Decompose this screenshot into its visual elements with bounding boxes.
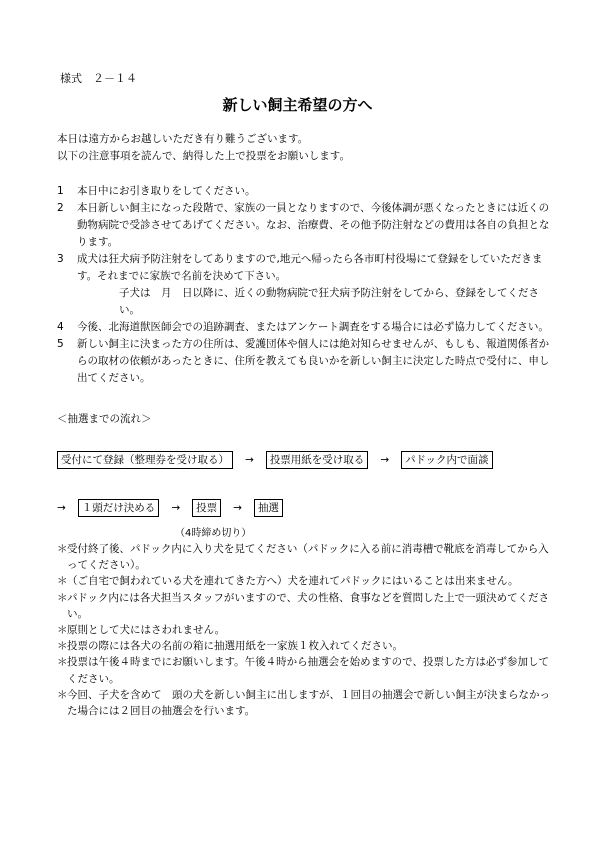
note-marker: ＊ <box>57 688 68 701</box>
note-item <box>57 573 557 589</box>
flow-step-choose-one: １頭だけ決める <box>78 499 160 517</box>
flow-arrow: → <box>245 454 254 466</box>
note-text: 投票の際には各犬の名前の箱に抽選用紙を一家族１枚入れてください。 <box>67 640 403 653</box>
intro-text <box>57 131 350 165</box>
item-text: 新しい飼主に決まった方の住所は、愛護団体や個人には絶対知らせませんが、もしも、報道関係者からの取材の依頼があったときに、住所を教えても良いかを新しい飼主に決定した時点で受付に、申し出てください。 <box>77 338 550 384</box>
flow-row <box>57 451 493 469</box>
instruction-list <box>57 183 557 387</box>
note-marker: ＊ <box>57 591 68 604</box>
note-item <box>57 638 557 654</box>
item-number: 2 <box>57 202 64 214</box>
item-number: 5 <box>57 338 64 350</box>
note-text: 原則として犬にはさわれません。 <box>67 624 226 637</box>
note-text: （ご自宅で飼われている犬を連れてきた方へ）犬を連れてパドックにはいることは出来ません。 <box>67 575 519 588</box>
flow-arrow: → <box>171 502 181 514</box>
note-text: 今回、子犬を含めて 頭の犬を新しい飼主に出しますが、１回目の抽選会で新しい飼主が決まらなかった場合には２回目の抽選会を行います。 <box>67 688 550 718</box>
instruction-item <box>57 319 557 336</box>
intro-line: 以下の注意事項を読んで、納得した上で投票をお願いします。 <box>57 150 350 162</box>
note-marker: ＊ <box>57 640 68 653</box>
item-text: 成犬は狂犬病予防注射をしてありますので,地元へ帰ったら各市町村役場にて登録をしていただきます。それまでに家族で名前を決めて下さい。 <box>77 253 543 282</box>
instruction-subitem <box>57 285 557 319</box>
item-text: 本日中にお引き取りをしてください。 <box>77 185 256 197</box>
deadline-note: （4時締め切り） <box>175 528 252 539</box>
item-text: 本日新しい飼主になった段階で、家族の一員となりますので、今後体調が悪くなったときには近くの動物病院で受診させてあげてください。なお、治療費、その他予防注射などの費用は各自の負担となります。 <box>77 202 550 248</box>
form-number: 様式 ２－１４ <box>60 72 137 85</box>
note-text: 受付終了後、パドック内に入り犬を見てください（パドックに入る前に消毒槽で靴底を消毒してから入ってください）。 <box>67 543 549 572</box>
flow-row <box>57 499 283 517</box>
note-item <box>57 590 557 622</box>
flow-step-interview: パドック内で面談 <box>401 451 492 469</box>
instruction-item <box>57 336 557 387</box>
item-number: 1 <box>57 185 64 197</box>
note-marker: ＊ <box>57 543 68 555</box>
item-number: 3 <box>57 253 64 265</box>
flow-step-vote: 投票 <box>192 499 221 517</box>
notes-list <box>57 541 557 719</box>
note-text: パドック内には各犬担当スタッフがいますので、犬の性格、食事などを質問した上で一頭決めてください。 <box>67 591 550 620</box>
flow-arrow: → <box>233 502 242 514</box>
flow-arrow: → <box>380 454 390 466</box>
note-marker: ＊ <box>57 575 68 588</box>
note-marker: ＊ <box>57 624 68 637</box>
instruction-item <box>57 183 557 200</box>
flow-step-lottery: 抽選 <box>254 499 283 517</box>
flow-heading: ＜抽選までの流れ＞ <box>57 413 152 425</box>
note-item <box>57 654 557 686</box>
note-item <box>57 687 557 719</box>
flow-step-receive-ballot: 投票用紙を受け取る <box>266 451 369 469</box>
item-number <box>57 285 77 319</box>
intro-line: 本日は遠方からお越しいただき有り難うございます。 <box>57 133 309 145</box>
item-text: 今後、北海道獣医師会での追跡調査、またはアンケート調査をする場合には必ず協力してください。 <box>77 321 549 333</box>
flow-step-register: 受付にて登録（整理券を受け取る） <box>57 451 233 469</box>
instruction-item <box>57 200 557 251</box>
note-item <box>57 541 557 573</box>
note-item <box>57 622 557 638</box>
page-title: 新しい飼主希望の方へ <box>222 96 373 114</box>
item-number: 4 <box>57 321 64 333</box>
flow-arrow: → <box>57 502 66 514</box>
note-marker: ＊ <box>57 656 68 669</box>
note-text: 投票は午後４時までにお願いします。午後４時から抽選会を始めますので、投票した方は必ず参加してください。 <box>67 656 549 685</box>
item-text: 子犬は 月 日以降に、近くの動物病院で狂犬病予防注射をしてから、登録をしてください。 <box>119 287 539 316</box>
instruction-item <box>57 251 557 285</box>
